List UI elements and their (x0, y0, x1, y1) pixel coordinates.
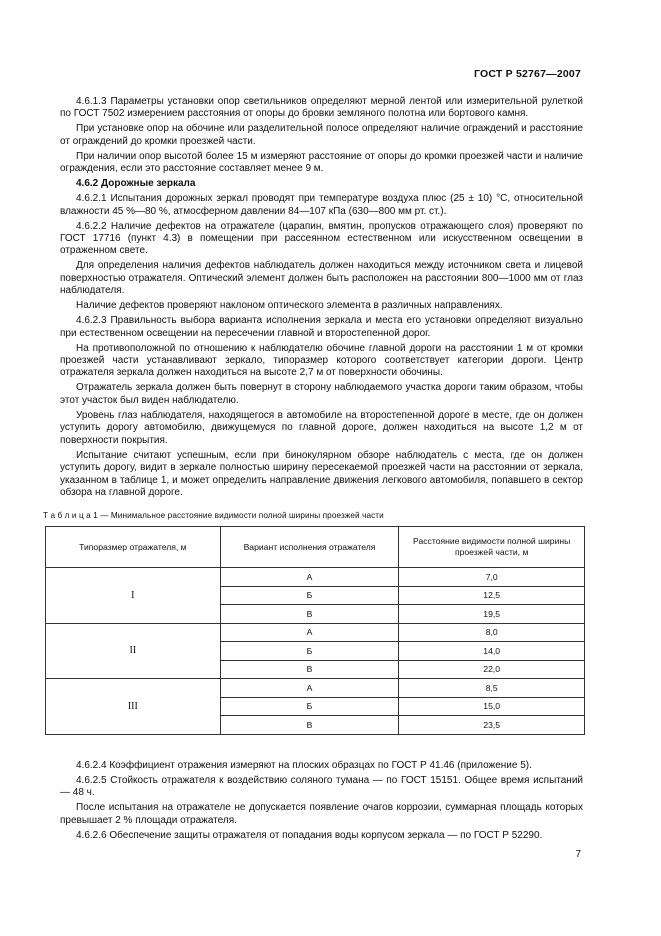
distance-cell: 19,5 (399, 605, 585, 624)
document-header: ГОСТ Р 52767—2007 (473, 68, 581, 80)
distance-cell: 15,0 (399, 697, 585, 716)
column-header: Типоразмер отражателя, м (46, 527, 221, 568)
page-number: 7 (575, 849, 581, 860)
paragraph: 4.6.2.2 Наличие дефектов на отражателе (царапин, вмятин, пропусков отражающего слоя) проверяют по ГОСТ 17716 (пункт 4.3) в помещении при рассеянном естественном или искусственном освещении в отраженном свете. (60, 220, 583, 257)
table-row (46, 623, 585, 642)
paragraph: 4.6.1.3 Параметры установки опор светильников определяют мерной лентой или измерительной рулеткой по ГОСТ 7502 измерением расстояния от опоры до бровки земляного полотна или бортового камня. (60, 96, 583, 120)
table-row (46, 679, 585, 698)
size-cell: III (46, 679, 221, 735)
column-header: Вариант исполнения отражателя (220, 527, 399, 568)
variant-cell: Б (220, 642, 399, 661)
table-row (46, 568, 585, 587)
variant-cell: Б (220, 697, 399, 716)
paragraph: 4.6.2.6 Обеспечение защиты отражателя от попадания воды корпусом зеркала — по ГОСТ Р 52290. (76, 829, 543, 841)
paragraph: Для определения наличия дефектов наблюдатель должен находиться между источником света и лицевой поверхностью отражателя. Оптический элемент должен быть расположен на расстоянии 800—1000 мм от глаз наблюдателя. (60, 260, 583, 297)
paragraph: Отражатель зеркала должен быть повернут в сторону наблюдаемого участка дороги таким образом, чтобы этот участок был виден наблюдателю. (60, 382, 583, 406)
paragraph: 4.6.2.5 Стойкость отражателя к воздействию соляного тумана — по ГОСТ 15151. Общее время испытаний — 48 ч. (60, 775, 583, 799)
distance-cell: 14,0 (399, 642, 585, 661)
section-heading: 4.6.2 Дорожные зеркала (76, 178, 196, 190)
paragraph: При наличии опор высотой более 15 м измеряют расстояние от опоры до кромки проезжей части и наличие ограждения, если это расстояние составляет менее 9 м. (60, 150, 583, 175)
variant-cell: А (220, 679, 399, 698)
distance-cell: 7,0 (399, 568, 585, 587)
paragraph: 4.6.2.3 Правильность выбора варианта исполнения зеркала и места его установки определяют визуально при естественном освещении на пересечении главной и второстепенной дорог. (60, 315, 583, 339)
distance-cell: 8,0 (399, 623, 585, 642)
body-text (60, 96, 583, 502)
body-text-after-table (60, 760, 583, 845)
paragraph: На противоположной по отношению к наблюдателю обочине главной дороги на расстоянии 1 м от кромки проезжей части устанавливают зеркало, типоразмер которого соответствует категории дороги. Центр отражателя зеркала должен находиться на высоте 2,7 м от поверхности обочины. (60, 342, 583, 379)
column-header: Расстояние видимости полной ширины проезжей части, м (399, 527, 585, 568)
variant-cell: А (220, 568, 399, 587)
distance-cell: 12,5 (399, 586, 585, 605)
paragraph: Уровень глаз наблюдателя, находящегося в автомобиле на второстепенной дороге в месте, где он должен уступить дорогу автомобилю, движущемуся по главной дороге, должен находиться на высоте 1,2 м от поверхности покрытия. (60, 409, 583, 446)
distance-cell: 23,5 (399, 716, 585, 735)
paragraph: 4.6.2.4 Коэффициент отражения измеряют на плоских образцах по ГОСТ Р 41.46 (приложение 5). (76, 760, 532, 771)
visibility-table (45, 526, 585, 735)
distance-cell: 8,5 (399, 679, 585, 698)
paragraph: Наличие дефектов проверяют наклоном оптического элемента в различных направлениях. (76, 300, 503, 312)
size-cell: I (46, 568, 221, 624)
distance-cell: 22,0 (399, 660, 585, 679)
paragraph: При установке опор на обочине или разделительной полосе определяют наличие ограждений и расстояние от ограждений до кромки проезжей части. (60, 123, 583, 147)
paragraph: После испытания на отражателе не допускается появление очагов коррозии, суммарная площадь которых превышает 2 % площади отражателя. (60, 802, 583, 826)
variant-cell: В (220, 605, 399, 624)
paragraph: Испытание считают успешным, если при бинокулярном обзоре наблюдатель с места, где он должен уступить дорогу, видит в зеркале полностью ширину пересекаемой проезжей части на расстоянии от зеркала, указанном в таблице 1, и может определить направление движения легкового автомобиля, попавшего в сектор обзора на главной дороге. (60, 449, 583, 498)
paragraph: 4.6.2.1 Испытания дорожных зеркал проводят при температуре воздуха плюс (25 ± 10) °С, относительной влажности 45 %—80 %, атмосферном давлении 84—107 кПа (630—800 мм рт. ст.). (60, 193, 583, 217)
size-cell: II (46, 623, 221, 679)
variant-cell: Б (220, 586, 399, 605)
variant-cell: В (220, 660, 399, 679)
variant-cell: В (220, 716, 399, 735)
variant-cell: А (220, 623, 399, 642)
table-caption: Т а б л и ц а 1 — Минимальное расстояние видимости полной ширины проезжей части (43, 511, 384, 520)
